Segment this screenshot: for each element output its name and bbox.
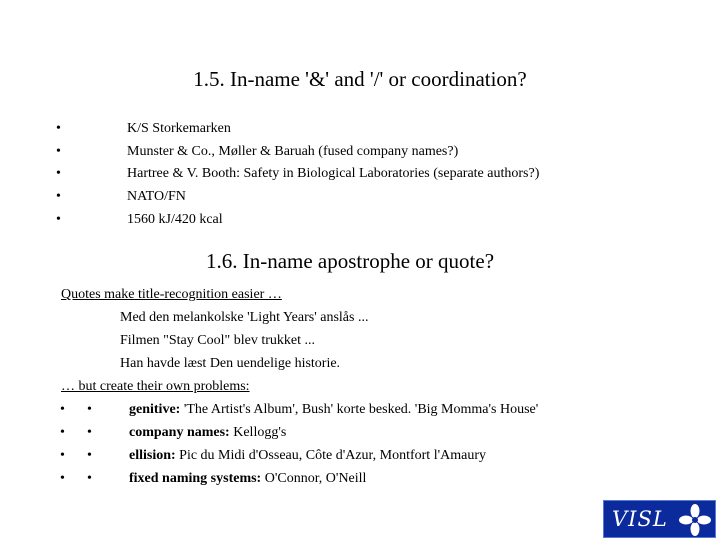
problem-item <box>0 399 720 422</box>
intro-line <box>0 284 720 307</box>
problem-detail: Pic du Midi d'Osseau, Côte d'Azur, Montfort l'Amaury <box>175 448 486 463</box>
problem-label: ellision: <box>129 448 176 463</box>
bullet-icon: • <box>60 402 65 417</box>
bullet-icon: • <box>60 448 65 463</box>
intro-text: Quotes make title-recognition easier … <box>61 287 282 302</box>
list-item-text: Munster & Co., Møller & Baruah (fused company names?) <box>127 143 459 159</box>
example-line <box>0 307 720 330</box>
bullet-icon: • <box>87 448 92 463</box>
bullet-icon: • <box>87 471 92 486</box>
problem-text <box>129 422 286 444</box>
bullet-icon: • <box>87 402 92 417</box>
list-item-text: K/S Storkemarken <box>127 121 231 136</box>
example-line <box>0 353 720 376</box>
problems-intro-line <box>0 376 720 399</box>
bullet-icon: • <box>56 121 61 136</box>
bullet-icon: • <box>87 425 92 440</box>
example-text: Med den melankolske 'Light Years' anslås ... <box>120 310 369 325</box>
example-line <box>0 330 720 353</box>
section-2-title: 1.6. In-name apostrophe or quote? <box>205 249 495 273</box>
problem-label: company names: <box>129 425 230 440</box>
list-item-text: NATO/FN <box>127 189 186 205</box>
section-1-title: 1.5. In-name '&' and '/' or coordination? <box>193 67 527 91</box>
list-item-text: Hartree & V. Booth: Safety in Biological Laboratories (separate authors?) <box>127 166 540 182</box>
problem-item <box>0 422 720 445</box>
list-item-text: 1560 kJ/420 kcal <box>127 211 223 227</box>
bullet-icon: • <box>56 166 61 182</box>
list-item <box>0 141 720 164</box>
bullet-icon: • <box>56 211 61 227</box>
list-item <box>0 163 720 186</box>
section-2-body <box>0 284 720 491</box>
problem-detail: O'Connor, O'Neill <box>261 471 367 486</box>
problem-text <box>129 399 538 421</box>
list-item <box>0 118 720 141</box>
problem-detail: 'The Artist's Album', Bush' korte besked. 'Big Momma's House' <box>180 402 539 417</box>
flower-icon <box>678 503 712 537</box>
problem-item <box>0 468 720 491</box>
problem-item <box>0 445 720 468</box>
bullet-icon: • <box>56 189 61 205</box>
example-text: Filmen "Stay Cool" blev trukket ... <box>120 333 315 348</box>
bullet-icon: • <box>60 471 65 486</box>
example-text: Han havde læst Den uendelige historie. <box>120 356 341 371</box>
bullet-icon: • <box>56 143 61 159</box>
problem-label: fixed naming systems: <box>129 471 262 486</box>
problem-text <box>129 468 366 490</box>
bullet-icon: • <box>60 425 65 440</box>
problems-intro-text: … but create their own problems: <box>61 379 250 394</box>
problem-label: genitive: <box>129 402 181 417</box>
problem-text <box>129 445 486 467</box>
list-item <box>0 186 720 209</box>
visl-logo <box>603 500 716 538</box>
list-item <box>0 209 720 232</box>
logo-text: VISL <box>612 507 668 531</box>
section-1-bullet-list <box>0 118 720 231</box>
problem-detail: Kellogg's <box>229 425 287 440</box>
